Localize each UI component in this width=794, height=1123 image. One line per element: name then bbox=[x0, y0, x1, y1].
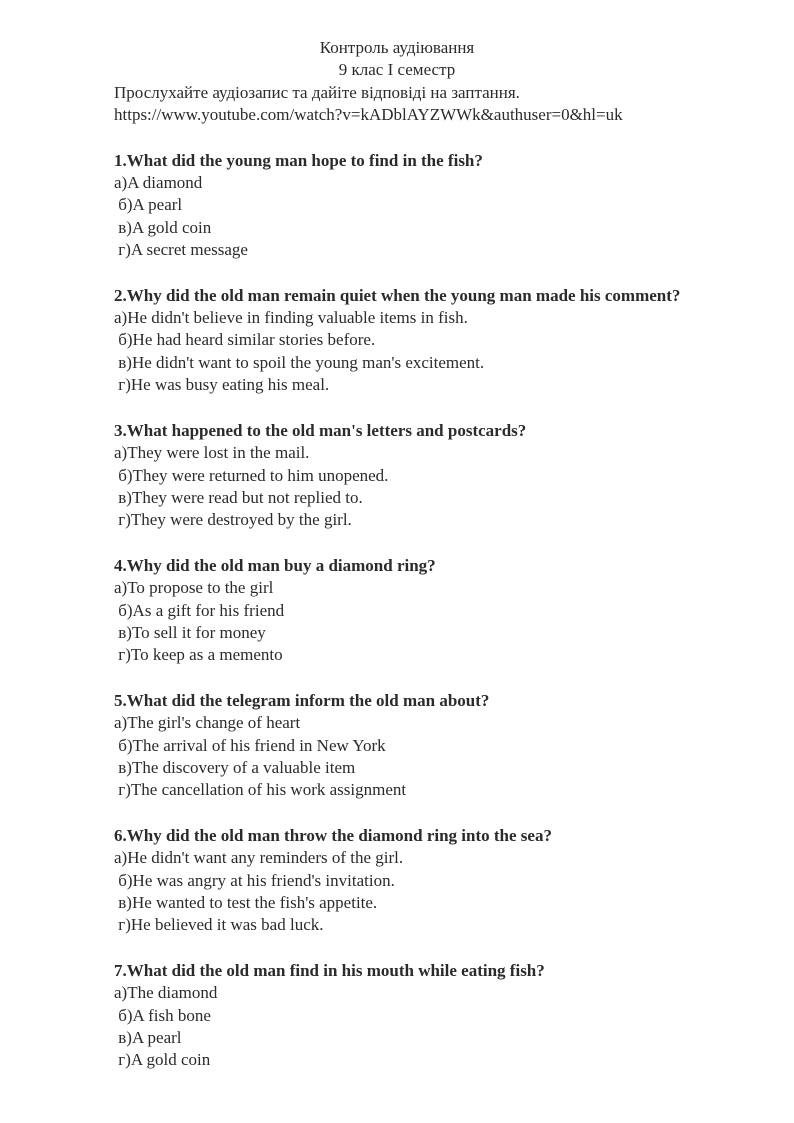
question-3 bbox=[114, 420, 794, 532]
option-g: г)A secret message bbox=[114, 240, 248, 260]
option-v: в)To sell it for money bbox=[114, 622, 266, 642]
instruction-text: Прослухайте аудіозапис та дайіте відповіді на заптання. bbox=[114, 82, 520, 102]
option-a: а)The diamond bbox=[114, 983, 218, 1003]
question-text: 4.Why did the old man buy a diamond ring? bbox=[114, 555, 436, 575]
question-5 bbox=[114, 690, 794, 802]
option-a: а)The girl's change of heart bbox=[114, 713, 301, 733]
document-title: Контроль аудіювання bbox=[319, 38, 475, 57]
option-b: б)A pearl bbox=[114, 195, 183, 215]
option-g: г)He believed it was bad luck. bbox=[114, 915, 324, 935]
option-b: б)A fish bone bbox=[114, 1005, 211, 1025]
question-text: 1.What did the young man hope to find in the fish? bbox=[114, 150, 483, 170]
question-text: 3.What happened to the old man's letters and postcards? bbox=[114, 420, 527, 440]
option-b: б)They were returned to him unopened. bbox=[114, 465, 389, 485]
question-text: 7.What did the old man find in his mouth while eating fish? bbox=[114, 960, 545, 980]
option-g: г)They were destroyed by the girl. bbox=[114, 510, 352, 530]
option-g: г)To keep as a memento bbox=[114, 645, 283, 665]
option-v: в)He didn't want to spoil the young man's excitement. bbox=[114, 352, 485, 372]
question-1 bbox=[114, 150, 794, 262]
question-text: 2.Why did the old man remain quiet when the young man made his comment? bbox=[114, 285, 681, 305]
option-a: а)A diamond bbox=[114, 173, 203, 193]
intro bbox=[114, 82, 794, 127]
header bbox=[0, 37, 794, 82]
option-g: г)The cancellation of his work assignment bbox=[114, 780, 407, 800]
question-text: 6.Why did the old man throw the diamond ring into the sea? bbox=[114, 825, 552, 845]
option-a: а)He didn't believe in finding valuable items in fish. bbox=[114, 308, 468, 328]
question-6 bbox=[114, 825, 794, 937]
option-v: в)They were read but not replied to. bbox=[114, 487, 363, 507]
option-b: б)As a gift for his friend bbox=[114, 600, 285, 620]
option-v: в)A pearl bbox=[114, 1028, 182, 1048]
document-subtitle: 9 клас І семестр bbox=[338, 60, 456, 80]
question-4 bbox=[114, 555, 794, 667]
option-v: в)The discovery of a valuable item bbox=[114, 757, 356, 777]
question-text: 5.What did the telegram inform the old man about? bbox=[114, 690, 490, 710]
option-a: а)To propose to the girl bbox=[114, 578, 274, 598]
option-a: а)They were lost in the mail. bbox=[114, 443, 310, 463]
option-v: в)He wanted to test the fish's appetite. bbox=[114, 893, 378, 912]
option-a: а)He didn't want any reminders of the girl. bbox=[114, 848, 404, 868]
option-g: г)A gold coin bbox=[114, 1050, 211, 1070]
option-b: б)He was angry at his friend's invitation. bbox=[114, 870, 395, 890]
option-g: г)He was busy eating his meal. bbox=[114, 375, 330, 395]
question-7 bbox=[114, 960, 794, 1072]
question-2 bbox=[114, 285, 794, 397]
youtube-link[interactable]: https://www.youtube.com/watch?v=kADblAYZWWk&authuser=0&hl=uk bbox=[114, 105, 623, 125]
option-b: б)He had heard similar stories before. bbox=[114, 330, 376, 350]
option-v: в)A gold coin bbox=[114, 217, 212, 237]
option-b: б)The arrival of his friend in New York bbox=[114, 735, 386, 755]
